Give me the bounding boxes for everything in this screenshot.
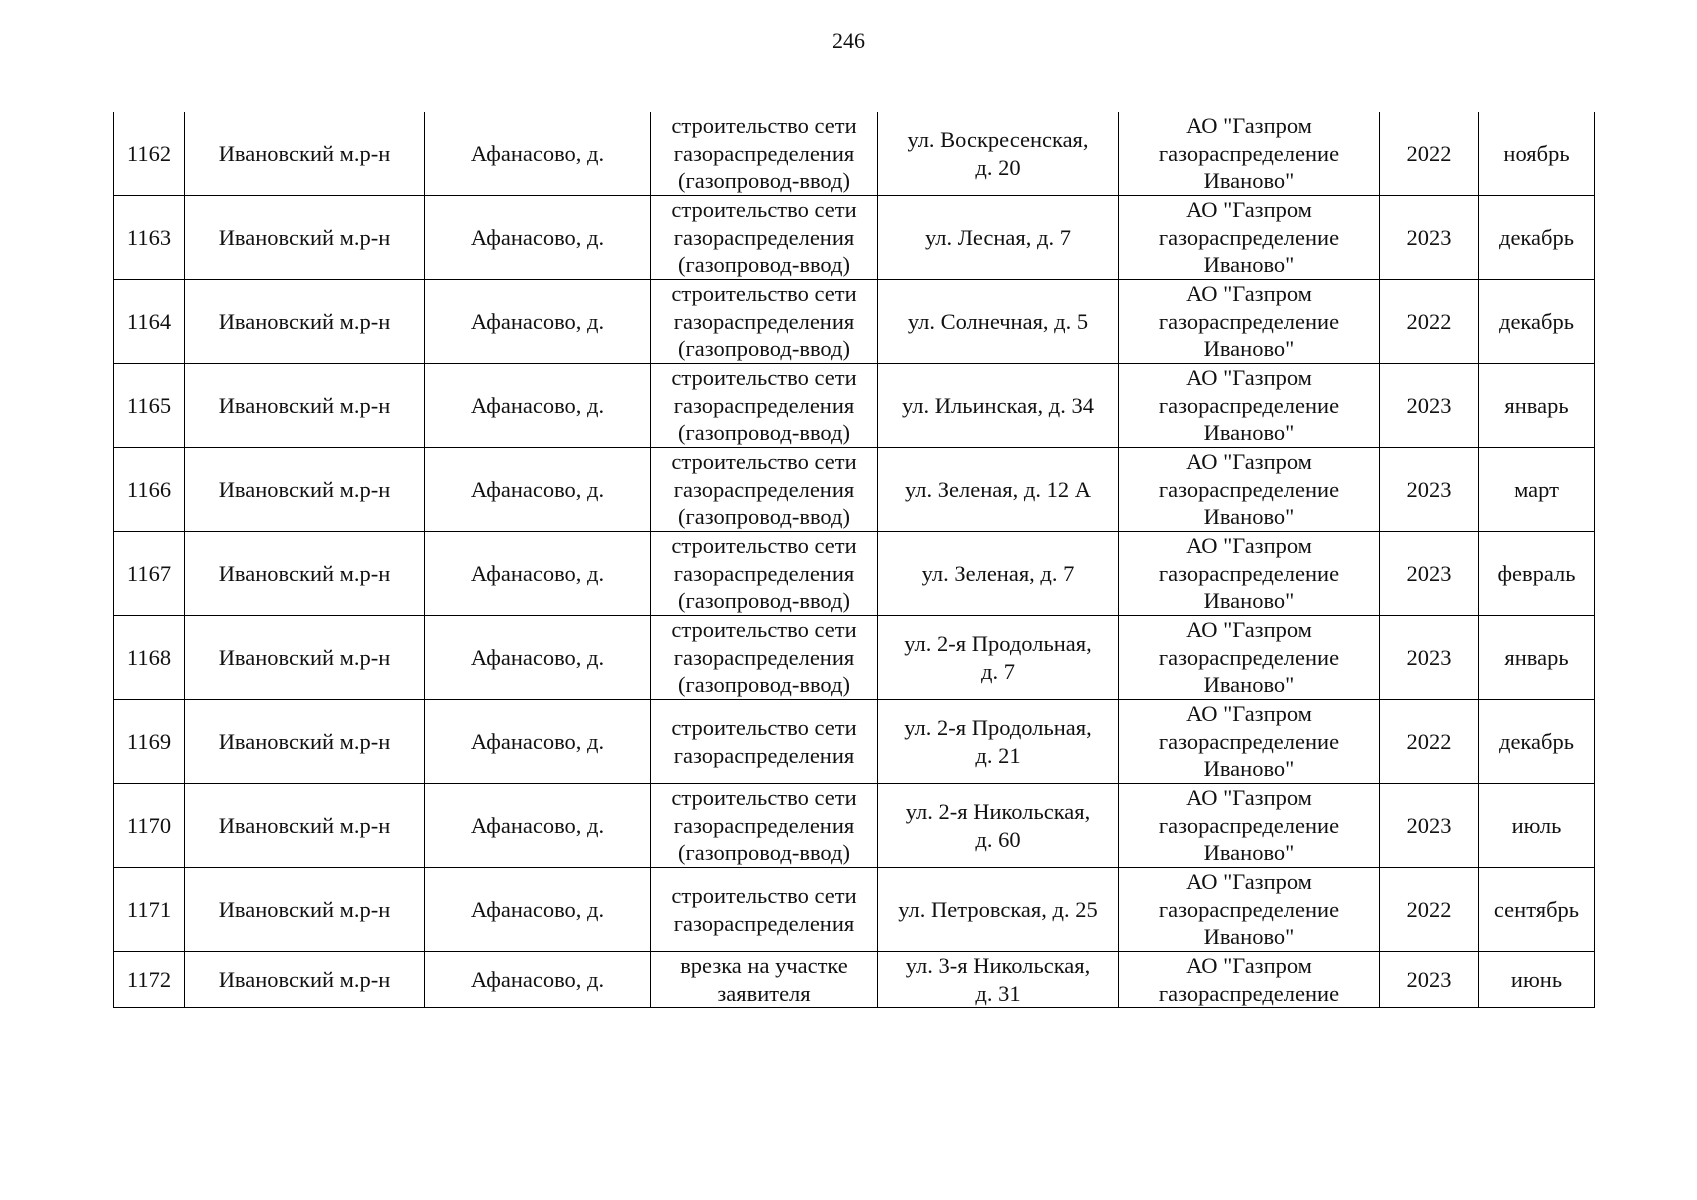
organization-cell: АО "Газпром газораспределение Иваново" (1119, 112, 1380, 196)
organization-cell: АО "Газпром газораспределение Иваново" (1119, 532, 1380, 616)
work-type-cell: строительство сети газораспределения (651, 868, 878, 952)
organization-cell: АО "Газпром газораспределение Иваново" (1119, 196, 1380, 280)
year-cell: 2023 (1380, 448, 1479, 532)
locality-cell: Афанасово, д. (425, 868, 651, 952)
table-row (114, 868, 1595, 952)
work-type-cell: строительство сети газораспределения (газопровод-ввод) (651, 448, 878, 532)
work-type-cell: строительство сети газораспределения (газопровод-ввод) (651, 196, 878, 280)
year-cell: 2023 (1380, 784, 1479, 868)
district-cell: Ивановский м.р-н (185, 784, 425, 868)
organization-cell: АО "Газпром газораспределение Иваново" (1119, 868, 1380, 952)
district-cell: Ивановский м.р-н (185, 196, 425, 280)
row-number-cell: 1163 (114, 196, 185, 280)
month-cell: июль (1479, 784, 1595, 868)
locality-cell: Афанасово, д. (425, 952, 651, 1008)
address-cell: ул. Зеленая, д. 12 А (878, 448, 1119, 532)
work-type-cell: строительство сети газораспределения (газопровод-ввод) (651, 280, 878, 364)
table-row (114, 616, 1595, 700)
organization-cell: АО "Газпром газораспределение Иваново" (1119, 700, 1380, 784)
work-type-cell: строительство сети газораспределения (газопровод-ввод) (651, 364, 878, 448)
page-number: 246 (832, 28, 865, 53)
year-cell: 2022 (1380, 700, 1479, 784)
row-number-cell: 1170 (114, 784, 185, 868)
address-cell: ул. Лесная, д. 7 (878, 196, 1119, 280)
work-type-cell: строительство сети газораспределения (651, 700, 878, 784)
address-cell: ул. Ильинская, д. 34 (878, 364, 1119, 448)
district-cell: Ивановский м.р-н (185, 952, 425, 1008)
address-cell: ул. 2-я Никольская, д. 60 (878, 784, 1119, 868)
row-number-cell: 1169 (114, 700, 185, 784)
month-cell: сентябрь (1479, 868, 1595, 952)
row-number-cell: 1164 (114, 280, 185, 364)
row-number-cell: 1162 (114, 112, 185, 196)
locality-cell: Афанасово, д. (425, 616, 651, 700)
organization-cell: АО "Газпром газораспределение (1119, 952, 1380, 1008)
month-cell: январь (1479, 364, 1595, 448)
year-cell: 2023 (1380, 952, 1479, 1008)
locality-cell: Афанасово, д. (425, 112, 651, 196)
row-number-cell: 1167 (114, 532, 185, 616)
month-cell: март (1479, 448, 1595, 532)
organization-cell: АО "Газпром газораспределение Иваново" (1119, 364, 1380, 448)
month-cell: декабрь (1479, 280, 1595, 364)
month-cell: декабрь (1479, 700, 1595, 784)
district-cell: Ивановский м.р-н (185, 280, 425, 364)
year-cell: 2023 (1380, 532, 1479, 616)
locality-cell: Афанасово, д. (425, 448, 651, 532)
table-row (114, 112, 1595, 196)
locality-cell: Афанасово, д. (425, 532, 651, 616)
address-cell: ул. Зеленая, д. 7 (878, 532, 1119, 616)
locality-cell: Афанасово, д. (425, 196, 651, 280)
year-cell: 2022 (1380, 868, 1479, 952)
address-cell: ул. 2-я Продольная, д. 21 (878, 700, 1119, 784)
work-type-cell: строительство сети газораспределения (газопровод-ввод) (651, 784, 878, 868)
work-type-cell: строительство сети газораспределения (газопровод-ввод) (651, 112, 878, 196)
organization-cell: АО "Газпром газораспределение Иваново" (1119, 448, 1380, 532)
year-cell: 2023 (1380, 196, 1479, 280)
month-cell: январь (1479, 616, 1595, 700)
organization-cell: АО "Газпром газораспределение Иваново" (1119, 280, 1380, 364)
table-row (114, 196, 1595, 280)
row-number-cell: 1172 (114, 952, 185, 1008)
district-cell: Ивановский м.р-н (185, 868, 425, 952)
row-number-cell: 1171 (114, 868, 185, 952)
month-cell: ноябрь (1479, 112, 1595, 196)
year-cell: 2023 (1380, 364, 1479, 448)
work-type-cell: строительство сети газораспределения (газопровод-ввод) (651, 532, 878, 616)
table-row (114, 784, 1595, 868)
table-row (114, 448, 1595, 532)
district-cell: Ивановский м.р-н (185, 448, 425, 532)
table-body (114, 112, 1595, 1008)
address-cell: ул. Воскресенская, д. 20 (878, 112, 1119, 196)
month-cell: июнь (1479, 952, 1595, 1008)
month-cell: февраль (1479, 532, 1595, 616)
address-cell: ул. Солнечная, д. 5 (878, 280, 1119, 364)
year-cell: 2023 (1380, 616, 1479, 700)
year-cell: 2022 (1380, 112, 1479, 196)
locality-cell: Афанасово, д. (425, 364, 651, 448)
district-cell: Ивановский м.р-н (185, 616, 425, 700)
locality-cell: Афанасово, д. (425, 784, 651, 868)
table-row (114, 700, 1595, 784)
table-row (114, 280, 1595, 364)
organization-cell: АО "Газпром газораспределение Иваново" (1119, 616, 1380, 700)
row-number-cell: 1168 (114, 616, 185, 700)
district-cell: Ивановский м.р-н (185, 700, 425, 784)
work-type-cell: врезка на участке заявителя (651, 952, 878, 1008)
address-cell: ул. 3-я Никольская, д. 31 (878, 952, 1119, 1008)
month-cell: декабрь (1479, 196, 1595, 280)
work-type-cell: строительство сети газораспределения (газопровод-ввод) (651, 616, 878, 700)
year-cell: 2022 (1380, 280, 1479, 364)
locality-cell: Афанасово, д. (425, 700, 651, 784)
address-cell: ул. Петровская, д. 25 (878, 868, 1119, 952)
table-row (114, 952, 1595, 1008)
address-cell: ул. 2-я Продольная, д. 7 (878, 616, 1119, 700)
table-row (114, 364, 1595, 448)
organization-cell: АО "Газпром газораспределение Иваново" (1119, 784, 1380, 868)
district-cell: Ивановский м.р-н (185, 364, 425, 448)
locality-cell: Афанасово, д. (425, 280, 651, 364)
row-number-cell: 1166 (114, 448, 185, 532)
table-row (114, 532, 1595, 616)
district-cell: Ивановский м.р-н (185, 532, 425, 616)
gasification-table (113, 112, 1595, 1008)
row-number-cell: 1165 (114, 364, 185, 448)
district-cell: Ивановский м.р-н (185, 112, 425, 196)
